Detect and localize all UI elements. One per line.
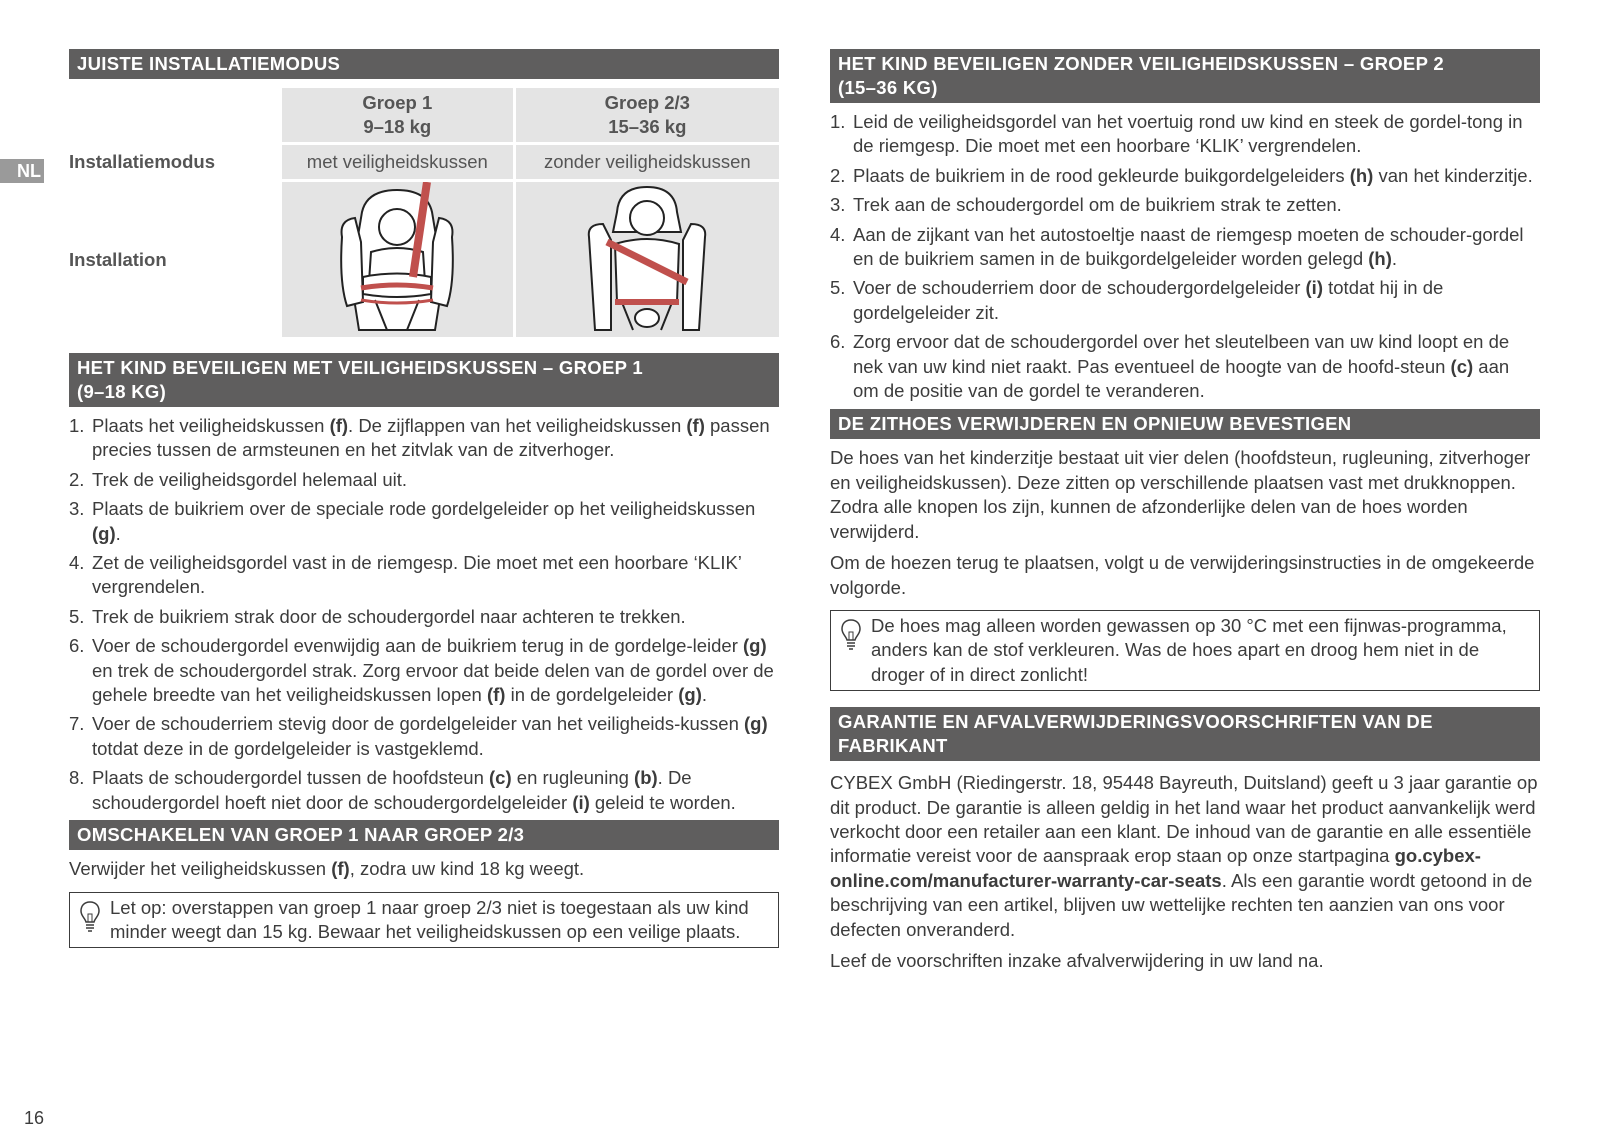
switch-paragraph: Verwijder het veiligheidskussen (f), zodra uw kind 18 kg weegt.: [69, 858, 585, 880]
section-heading-installation-mode: JUISTE INSTALLATIEMODUS: [69, 49, 779, 79]
list-item: 8. Plaats de schoudergordel tussen de hoofdsteun (c) en rugleuning (b). De schoudergordel hoeft niet door de schoudergordelgeleider (i) geleid te worden.: [69, 767, 736, 813]
switch-note-box: [69, 892, 779, 949]
row-label-mode: Installatiemodus: [69, 151, 215, 172]
section-heading-cover: DE ZITHOES VERWIJDEREN EN OPNIEUW BEVESTIGEN: [830, 409, 1540, 439]
seat-with-cushion-illustration: [327, 182, 467, 332]
section-heading-with-cushion: [69, 353, 779, 407]
row-label-installation: Installation: [69, 248, 167, 270]
page-number: 16: [24, 1108, 45, 1128]
with-cushion-steps: [69, 414, 779, 815]
list-item: 1. Plaats het veiligheidskussen (f). De zijflappen van het veiligheidskussen (f) passen precies tussen de armsteunen en het zitvlak van de zitverhoger.: [69, 415, 770, 461]
mode-group1: met veiligheidskussen: [282, 145, 513, 179]
group1-header: [282, 88, 513, 142]
right-column: [830, 49, 1540, 973]
list-item: 4. Aan de zijkant van het autostoeltje naast de riemgesp moeten de schouder-gordel en de buikriem samen in de buikgordelgeleider worden gelegd (h).: [830, 223, 1524, 270]
illustration-group1: [282, 182, 513, 337]
heading-text: HET KIND BEVEILIGEN ZONDER VEILIGHEIDSKUSSEN – GROEP 2 (15–36 KG): [838, 53, 1444, 98]
section-heading-switch-group: OMSCHAKELEN VAN GROEP 1 NAAR GROEP 2/3: [69, 820, 779, 850]
heading-text: GARANTIE EN AFVALVERWIJDERINGSVOORSCHRIFTEN VAN DE FABRIKANT: [838, 711, 1433, 757]
table-corner: [69, 88, 279, 142]
list-item: 1. Leid de veiligheidsgordel van het voertuig rond uw kind en steek de gordel-tong in de riemgesp. Die moet met een hoorbare ‘KLIK’ vergrendelen.: [830, 111, 1523, 157]
left-column: [69, 49, 779, 948]
cover-paragraph-1: De hoes van het kinderzitje bestaat uit vier delen (hoofdsteun, rugleuning, zitverhoger en veiligheidskussen). Deze zitten op verschillende plaatsen vast met drukknoppen. Zodra alle knopen los zijn, kunnen de afzonderlijke delen van de hoes worden verwijderd.: [830, 447, 1531, 542]
group1-name: Groep 1: [362, 92, 433, 113]
list-item: 6. Zorg ervoor dat de schoudergordel over het sleutelbeen van uw kind loopt en de nek van uw kind niet raakt. Pas eventueel de hoogte van de hoofd-steun (c) aan om de positie van de gordel te veranderen.: [830, 331, 1510, 402]
list-item: 2. Trek de veiligheidsgordel helemaal uit.: [69, 468, 408, 490]
list-item: 4. Zet de veiligheidsgordel vast in de riemgesp. Die moet met een hoorbare ‘KLIK’ vergrendelen.: [69, 552, 742, 598]
cover-paragraph-2: Om de hoezen terug te plaatsen, volgt u de verwijderingsinstructies in de omgekeerde volgorde.: [830, 552, 1535, 598]
cover-note-box: [830, 610, 1540, 691]
list-item: 3. Trek aan de schoudergordel om de buikriem strak te zetten.: [830, 194, 1342, 216]
mode-group23: zonder veiligheidskussen: [516, 145, 779, 179]
group23-name: Groep 2/3: [604, 92, 690, 113]
heading-text: HET KIND BEVEILIGEN MET VEILIGHEIDSKUSSEN – GROEP 1 (9–18 KG): [77, 357, 643, 402]
without-cushion-steps: [830, 110, 1540, 403]
section-heading-warranty: [830, 707, 1540, 761]
lightbulb-icon: [840, 618, 862, 652]
group23-header: [516, 88, 779, 142]
language-tab: NL: [0, 159, 44, 183]
note-text: De hoes mag alleen worden gewassen op 30 °C met een fijnwas-programma, anders kan de stof verkleuren. Was de hoes apart en droog hem niet in de droger of in direct zonlicht!: [871, 614, 1507, 685]
lightbulb-icon: [79, 900, 101, 934]
section-heading-without-cushion: [830, 49, 1540, 103]
list-item: 3. Plaats de buikriem over de speciale rode gordelgeleider op het veiligheidskussen (g).: [69, 498, 756, 544]
list-item: 7. Voer de schouderriem stevig door de gordelgeleider van het veiligheids-kussen (g) totdat deze in de gordelgeleider is vastgeklemd.: [69, 713, 768, 759]
warranty-paragraph-1: CYBEX GmbH (Riedingerstr. 18, 95448 Bayreuth, Duitsland) geeft u 3 jaar garantie op dit product. De garantie is alleen geldig in het land waar het product aanvankelijk werd verkocht door een retailer aan een klant. De inhoud van de garantie en alle essentiële informatie vereist voor de aanspraak erop staan op onze startpagina go.cybex-online.com/manufacturer-warranty-car-seats. Als een garantie wordt getoond in de beschrijving van een artikel, blijven uw wettelijke rechten ten aanzien van ons voor defecten onveranderd.: [830, 772, 1538, 940]
installation-mode-table: [66, 85, 782, 340]
list-item: 5. Voer de schouderriem door de schoudergordelgeleider (i) totdat hij in de gordelgeleider zit.: [830, 277, 1444, 323]
warranty-paragraph-2: Leef de voorschriften inzake afvalverwijdering in uw land na.: [830, 949, 1324, 971]
illustration-group23: [516, 182, 779, 337]
list-item: 2. Plaats de buikriem in de rood gekleurde buikgordelgeleiders (h) van het kinderzitje.: [830, 164, 1533, 186]
warranty-link[interactable]: go.cybex-online.com/manufacturer-warranty-car-seats: [830, 845, 1481, 891]
list-item: 5. Trek de buikriem strak door de schoudergordel naar achteren te trekken.: [69, 605, 686, 627]
list-item: 6. Voer de schoudergordel evenwijdig aan de buikriem terug in de gordelge-leider (g) en trek de schoudergordel strak. Zorg ervoor dat beide delen van de gordel over de gehele breedte van het veiligheidskussen lopen (f) in de gordelgeleider (g).: [69, 635, 774, 706]
group1-weight: 9–18 kg: [363, 116, 432, 137]
note-text: Let op: overstappen van groep 1 naar groep 2/3 niet is toegestaan als uw kind minder weegt dan 15 kg. Bewaar het veiligheidskussen op een veilige plaats.: [110, 896, 749, 942]
seat-without-cushion-illustration: [577, 182, 717, 332]
group23-weight: 15–36 kg: [608, 116, 687, 137]
